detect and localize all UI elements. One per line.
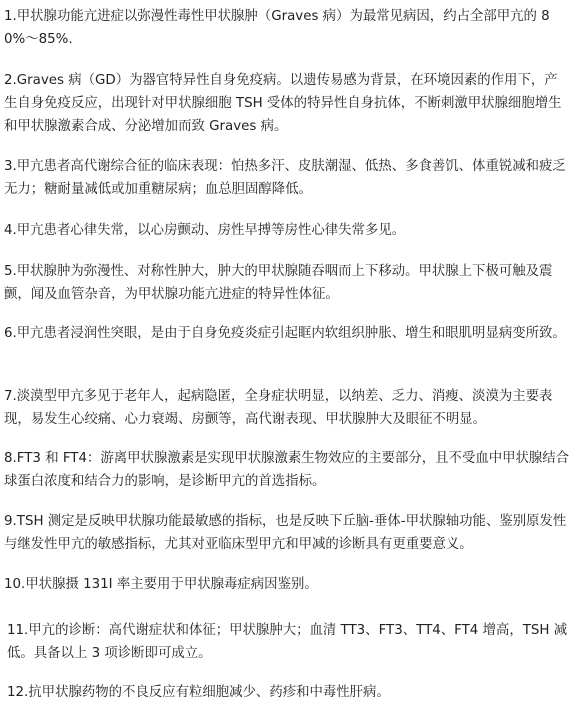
paragraph-6: 6.甲亢患者浸润性突眼，是由于自身免疫炎症引起眶内软组织肿胀、增生和眼肌明显病变所致。	[4, 326, 566, 341]
paragraph-9: 9.TSH 测定是反映甲状腺功能最敏感的指标，也是反映下丘脑-垂体-甲状腺轴功能、鉴别原发性与继发性甲亢的敏感指标，尤其对亚临床型甲亢和甲减的诊断具有更重要意义。	[4, 514, 567, 552]
paragraph-1: 1.甲状腺功能亢进症以弥漫性毒性甲状腺肿（Graves 病）为最常见病因，约占全部甲亢的 80%～85%.	[4, 9, 550, 47]
paragraph-3: 3.甲亢患者高代谢综合征的临床表现：怕热多汗、皮肤潮湿、低热、多食善饥、体重锐减和疲乏无力；糖耐量减低或加重糖尿病；血总胆固醇降低。	[4, 159, 566, 197]
paragraph-12: 12.抗甲状腺药物的不良反应有粒细胞减少、药疹和中毒性肝病。	[7, 685, 390, 700]
paragraph-8: 8.FT3 和 FT4：游离甲状腺激素是实现甲状腺激素生物效应的主要部分，且不受血中甲状腺结合球蛋白浓度和结合力的影响，是诊断甲亢的首选指标。	[4, 451, 570, 489]
paragraph-2: 2.Graves 病（GD）为器官特异性自身免疫病。以遗传易感为背景，在环境因素的作用下，产生自身免疫反应，出现针对甲状腺细胞 TSH 受体的特异性自身抗体，不断刺激甲状腺细胞增生和甲状腺激素合成、分泌增加而致 Graves 病。	[4, 73, 562, 134]
paragraph-5: 5.甲状腺肿为弥漫性、对称性肿大，肿大的甲状腺随吞咽而上下移动。甲状腺上下极可触及震颤，闻及血管杂音，为甲状腺功能亢进症的特异性体征。	[4, 264, 553, 302]
paragraph-4: 4.甲亢患者心律失常，以心房颤动、房性早搏等房性心律失常多见。	[4, 223, 406, 238]
paragraph-11: 11.甲亢的诊断：高代谢症状和体征；甲状腺肿大；血清 TT3、FT3、TT4、FT4 增高，TSH 减低。具备以上 3 项诊断即可成立。	[7, 623, 568, 661]
paragraph-10: 10.甲状腺摄 131I 率主要用于甲状腺毒症病因鉴别。	[4, 577, 318, 592]
paragraph-7: 7.淡漠型甲亢多见于老年人，起病隐匿，全身症状明显，以纳差、乏力、消瘦、淡漠为主要表现，易发生心绞痛、心力衰竭、房颤等，高代谢表现、甲状腺肿大及眼征不明显。	[4, 389, 553, 427]
